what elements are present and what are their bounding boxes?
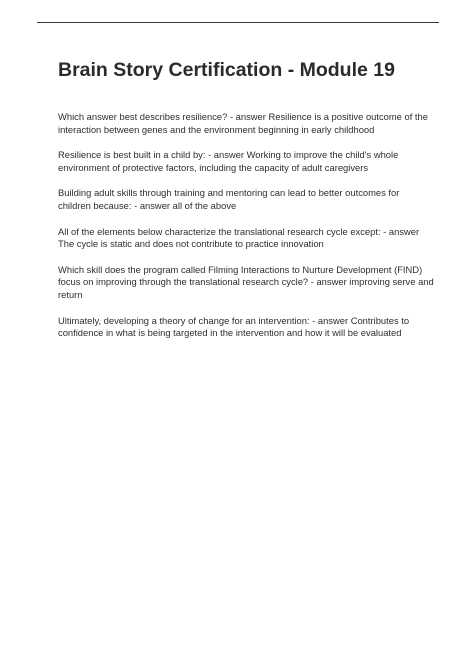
qa-item: All of the elements below characterize the translational research cycle except: - answer The cycle is static and does not contribute to practice innovation bbox=[58, 225, 420, 250]
qa-list bbox=[58, 111, 434, 353]
qa-item: Which skill does the program called Filming Interactions to Nurture Development (FIND) focus on improving through the translational research cycle? - answer improving serve and return bbox=[58, 263, 434, 300]
page-title: Brain Story Certification - Module 19 bbox=[58, 59, 395, 81]
qa-item: Building adult skills through training and mentoring can lead to better outcomes for children because: - answer all of the above bbox=[58, 187, 400, 211]
qa-item: Resilience is best built in a child by: - answer Working to improve the child's whole environment of protective factors, including the capacity of adult caregivers bbox=[58, 149, 399, 173]
top-divider bbox=[37, 22, 439, 23]
qa-item: Which answer best describes resilience? - answer Resilience is a positive outcome of the interaction between genes and the environment beginning in early childhood bbox=[58, 111, 428, 135]
qa-item: Ultimately, developing a theory of change for an intervention: - answer Contributes to confidence in what is being targeted in the intervention and how it will be evaluated bbox=[58, 314, 410, 339]
